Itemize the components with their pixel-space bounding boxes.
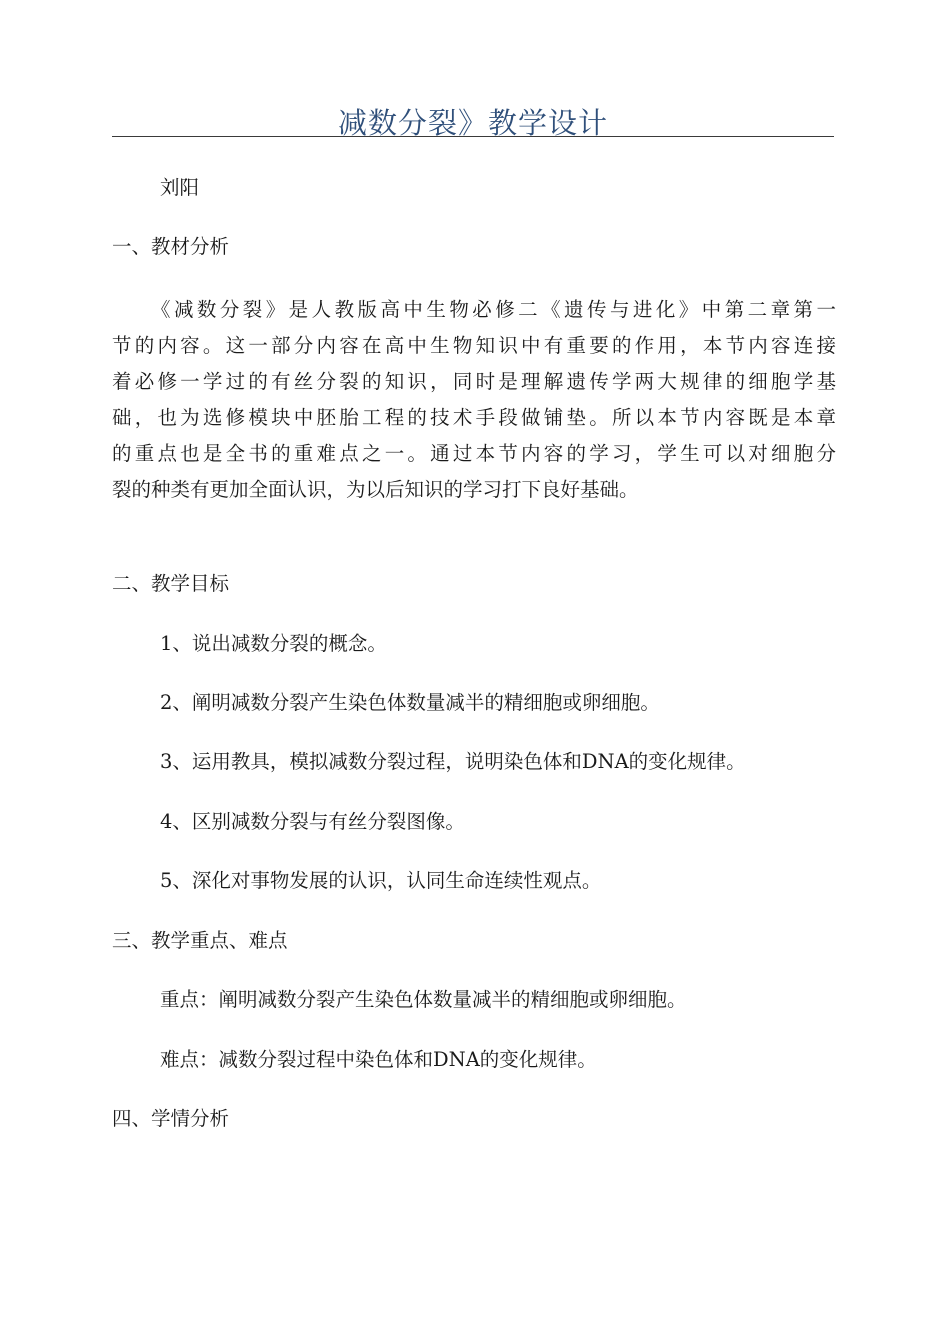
paragraph-line: 着必修一学过的有丝分裂的知识，同时是理解遗传学两大规律的细胞学基: [112, 370, 836, 393]
paragraph-line: 裂的种类有更加全面认识，为以后知识的学习打下良好基础。: [112, 478, 639, 501]
author-name: 刘阳: [160, 176, 200, 199]
section-heading-learner-analysis: 四、学情分析: [112, 1107, 230, 1130]
goal-item: 5、深化对事物发展的认识，认同生命连续性观点。: [160, 869, 602, 892]
key-point-difficulty: 难点：减数分裂过程中染色体和DNA的变化规律。: [160, 1048, 597, 1071]
section-heading-goals: 二、教学目标: [112, 572, 230, 595]
document-title: 减数分裂》教学设计: [337, 106, 608, 140]
goal-item: 4、区别减数分裂与有丝分裂图像。: [160, 810, 465, 833]
goal-item: 1、说出减数分裂的概念。: [160, 632, 387, 655]
paragraph-line: 础，也为选修模块中胚胎工程的技术手段做铺垫。所以本节内容既是本章: [112, 406, 836, 429]
paragraph-line: 节的内容。这一部分内容在高中生物知识中有重要的作用，本节内容连接: [112, 334, 836, 357]
goal-item: 3、运用教具，模拟减数分裂过程，说明染色体和DNA的变化规律。: [160, 750, 746, 773]
section-heading-analysis: 一、教材分析: [112, 235, 230, 258]
goal-item: 2、阐明减数分裂产生染色体数量减半的精细胞或卵细胞。: [160, 691, 660, 714]
title-underline: [112, 136, 834, 137]
analysis-paragraph: [112, 292, 836, 508]
paragraph-line: 的重点也是全书的重难点之一。通过本节内容的学习，学生可以对细胞分: [112, 442, 836, 465]
section-heading-key-points: 三、教学重点、难点: [112, 929, 288, 952]
key-point-focus: 重点：阐明减数分裂产生染色体数量减半的精细胞或卵细胞。: [160, 988, 687, 1011]
paragraph-line: 《减数分裂》是人教版高中生物必修二《遗传与进化》中第二章第一: [151, 298, 836, 321]
